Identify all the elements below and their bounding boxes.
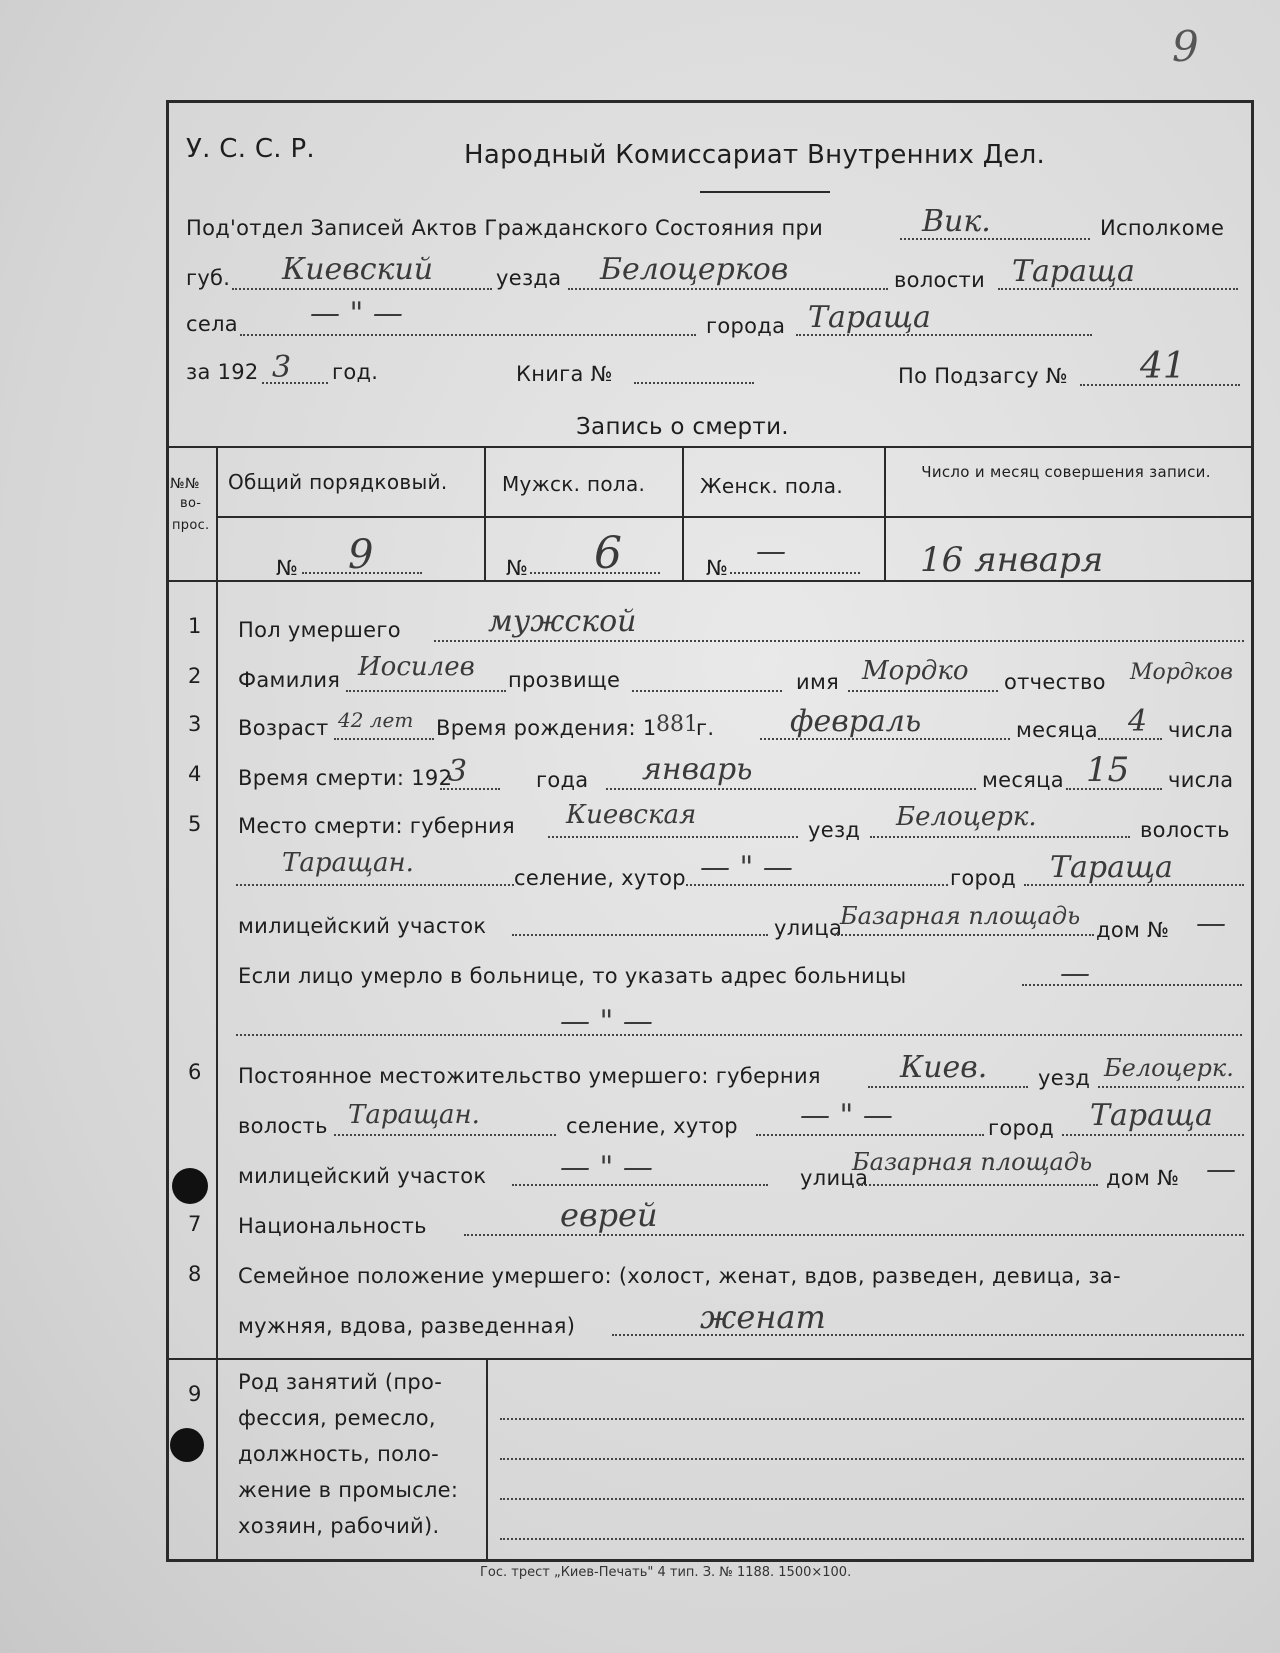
row-num-7: 7 — [188, 1212, 202, 1236]
res-militia: — " — — [560, 1150, 653, 1185]
place-label: Место смерти: губерния — [238, 814, 515, 838]
row-num-8: 8 — [188, 1262, 202, 1286]
place-uezd: Белоцерк. — [896, 802, 1037, 832]
year-fill — [262, 382, 328, 384]
no-female-value: — — [756, 534, 786, 569]
hospital-label: Если лицо умерло в больнице, то указать адрес больницы — [238, 964, 907, 988]
podzags-label: По Подзагсу № — [898, 364, 1068, 388]
res-uezd-fill — [1098, 1086, 1244, 1088]
surname-value: Иосилев — [358, 652, 475, 682]
no-male-value: 6 — [594, 528, 622, 579]
uezd-fill — [568, 288, 888, 290]
printer-footer: Гос. трест „Киев-Печать" 4 тип. З. № 1188. 1500×100. — [480, 1565, 852, 1580]
occupation-fill-4 — [500, 1538, 1244, 1540]
place-gorod: Тараща — [1050, 850, 1173, 885]
republic-label: У. С. С. Р. — [186, 134, 315, 164]
sex-label: Пол умершего — [238, 618, 401, 642]
birth-label: Время рождения: 1 — [436, 716, 657, 740]
res-gub: Киев. — [900, 1050, 988, 1085]
name-value: Мордко — [862, 656, 969, 686]
row9-divider — [486, 1358, 488, 1562]
place-selo-label: селение, хутор — [514, 866, 686, 890]
no-female-fill — [730, 572, 860, 574]
col-header-date-text: Число и месяц совершения записи. — [921, 463, 1211, 481]
res-house: — — [1206, 1152, 1236, 1187]
place-gub: Киевская — [566, 800, 697, 830]
row-num-6: 6 — [188, 1060, 202, 1084]
col-header-male: Мужск. пола. — [502, 472, 646, 496]
occupation-line-3: должность, поло- — [238, 1442, 440, 1466]
row-num-4: 4 — [188, 762, 202, 786]
hospital-line2: — " — — [560, 1004, 653, 1039]
residence-label: Постоянное местожительство умершего: губерния — [238, 1064, 821, 1088]
res-selo: — " — — [800, 1098, 893, 1133]
occupation-fill-3 — [500, 1498, 1244, 1500]
gorod-label: города — [706, 314, 786, 338]
res-street-label: улица — [800, 1166, 869, 1190]
row-num-9: 9 — [188, 1382, 202, 1406]
age-fill — [334, 738, 434, 740]
birth-day-label: числа — [1168, 718, 1234, 742]
family-label-2: мужняя, вдова, разведенная) — [238, 1314, 576, 1338]
res-street-fill — [858, 1184, 1098, 1186]
row-num-2: 2 — [188, 664, 202, 688]
no-male-label: № — [506, 556, 529, 580]
death-label: Время смерти: 192 — [238, 766, 453, 790]
nickname-label: прозвище — [508, 668, 621, 692]
uezd-value: Белоцерков — [600, 252, 789, 287]
patronymic-value: Мордков — [1130, 660, 1233, 685]
res-uezd-label: уезд — [1038, 1066, 1091, 1090]
office-line1-fill — [900, 238, 1090, 240]
birth-year: 881 — [656, 712, 698, 737]
row9-top-line — [166, 1358, 1254, 1360]
col-header-date — [906, 462, 1226, 482]
nickname-fill — [632, 690, 782, 692]
no-female-label: № — [706, 556, 729, 580]
death-month-label: месяца — [982, 768, 1064, 792]
house-value: — — [1196, 906, 1226, 941]
place-selo: — " — — [700, 850, 793, 885]
death-month-fill — [606, 788, 976, 790]
death-year: 3 — [448, 754, 468, 789]
record-date-value: 16 января — [920, 540, 1104, 580]
res-gub-fill — [868, 1086, 1028, 1088]
volost-label: волости — [894, 268, 986, 292]
goda-label: года — [536, 768, 589, 792]
gub-value: Киевский — [282, 252, 434, 287]
volost-value: Тараща — [1012, 254, 1135, 289]
name-fill — [848, 690, 998, 692]
col-header-female: Женск. пола. — [700, 474, 844, 498]
place-gorod-label: город — [950, 866, 1017, 890]
q-label-2: во- — [180, 496, 202, 511]
occupation-line-2: фессия, ремесло, — [238, 1406, 436, 1430]
podzags-value: 41 — [1140, 346, 1186, 387]
q-label-3: прос. — [172, 518, 210, 533]
gub-fill — [232, 288, 492, 290]
kniga-label: Книга № — [516, 362, 613, 386]
office-line1-prefix: Под'отдел Записей Актов Гражданского Состояния при — [186, 216, 824, 240]
page-number: 9 — [1172, 22, 1199, 71]
birth-g-label: г. — [696, 716, 715, 740]
death-month: январь — [642, 752, 753, 787]
occupation-fill-2 — [500, 1458, 1244, 1460]
res-volost-fill — [334, 1134, 556, 1136]
militia-label: милицейский участок — [238, 914, 487, 938]
sex-fill — [434, 640, 1244, 642]
place-gub-fill — [548, 836, 798, 838]
row-num-5: 5 — [188, 812, 202, 836]
table-head-line — [216, 516, 1254, 518]
selo-label: села — [186, 312, 238, 336]
commissariat-title: Народный Комиссариат Внутренних Дел. — [464, 140, 1046, 170]
uezd-label: уезда — [496, 266, 562, 290]
office-line1-suffix: Исполкоме — [1100, 216, 1225, 240]
record-title: Запись о смерти. — [576, 414, 789, 440]
res-uezd: Белоцерк. — [1104, 1054, 1234, 1082]
res-gorod-fill — [1062, 1134, 1244, 1136]
sex-value: мужской — [488, 604, 637, 639]
nationality-label: Национальность — [238, 1214, 427, 1238]
res-house-label: дом № — [1106, 1166, 1180, 1190]
hospital-fill — [1022, 984, 1242, 986]
surname-fill — [346, 690, 506, 692]
year-label: за 192 — [186, 360, 259, 384]
res-selo-fill — [756, 1134, 984, 1136]
birth-day: 4 — [1128, 704, 1148, 739]
street-value: Базарная площадь — [840, 902, 1081, 930]
res-militia-label: милицейский участок — [238, 1164, 487, 1188]
selo-fill — [240, 334, 696, 336]
god-label: год. — [332, 360, 379, 384]
res-selo-label: селение, хутор — [566, 1114, 738, 1138]
year-value: 3 — [272, 350, 292, 385]
place-uezd-label: уезд — [808, 818, 861, 842]
row-num-1: 1 — [188, 614, 202, 638]
age-label: Возраст — [238, 716, 329, 740]
name-label: имя — [796, 670, 840, 694]
table-top-line — [166, 446, 1254, 448]
res-volost: Таращан. — [348, 1100, 480, 1130]
col-divider-2 — [682, 446, 684, 580]
militia-fill — [512, 934, 768, 936]
birth-month: февраль — [790, 704, 922, 739]
birth-month-label: месяца — [1016, 718, 1098, 742]
age-value: 42 лет — [338, 708, 414, 732]
family-label: Семейное положение умершего: (холост, женат, вдов, разведен, девица, за- — [238, 1264, 1121, 1288]
place-uezd-fill — [870, 836, 1130, 838]
res-volost-label: волость — [238, 1114, 328, 1138]
no-general-label: № — [276, 556, 299, 580]
patronymic-label: отчество — [1004, 670, 1106, 694]
occupation-line-1: Род занятий (про- — [238, 1370, 443, 1394]
death-year-fill — [440, 788, 500, 790]
office-line1-value: Вик. — [922, 204, 991, 239]
death-day-label: числа — [1168, 768, 1234, 792]
house-label: дом № — [1096, 918, 1170, 942]
place-volost-label: волость — [1140, 818, 1230, 842]
family-value: женат — [700, 1298, 826, 1336]
nationality-value: еврей — [560, 1196, 658, 1234]
surname-label: Фамилия — [238, 668, 341, 692]
res-street: Базарная площадь — [852, 1148, 1093, 1176]
q-label-1: №№ — [170, 476, 200, 492]
hospital-value: — — [1060, 956, 1090, 991]
hospital-fill-2 — [236, 1034, 1242, 1036]
col-header-general: Общий порядковый. — [228, 470, 448, 494]
header-underline — [700, 191, 830, 193]
street-label: улица — [774, 916, 843, 940]
col-divider-q — [216, 446, 218, 1562]
kniga-fill — [634, 382, 754, 384]
no-general-value: 9 — [348, 532, 374, 578]
col-divider-3 — [884, 446, 886, 580]
street-fill — [834, 934, 1094, 936]
death-day: 15 — [1086, 750, 1130, 790]
occupation-fill-1 — [500, 1418, 1244, 1420]
row-num-3: 3 — [188, 712, 202, 736]
occupation-line-5: хозяин, рабочий). — [238, 1514, 440, 1538]
selo-value: — " — — [310, 296, 403, 331]
gub-label: губ. — [186, 266, 231, 290]
table-head-bottom — [166, 580, 1254, 582]
res-gorod: Тараща — [1090, 1098, 1213, 1133]
nationality-fill — [464, 1234, 1244, 1236]
gorod-value: Тараща — [808, 300, 931, 335]
col-divider-1 — [484, 446, 486, 580]
place-volost-fill — [236, 884, 514, 886]
occupation-line-4: жение в промысле: — [238, 1478, 459, 1502]
place-volost: Таращан. — [282, 848, 414, 878]
res-gorod-label: город — [988, 1116, 1055, 1140]
